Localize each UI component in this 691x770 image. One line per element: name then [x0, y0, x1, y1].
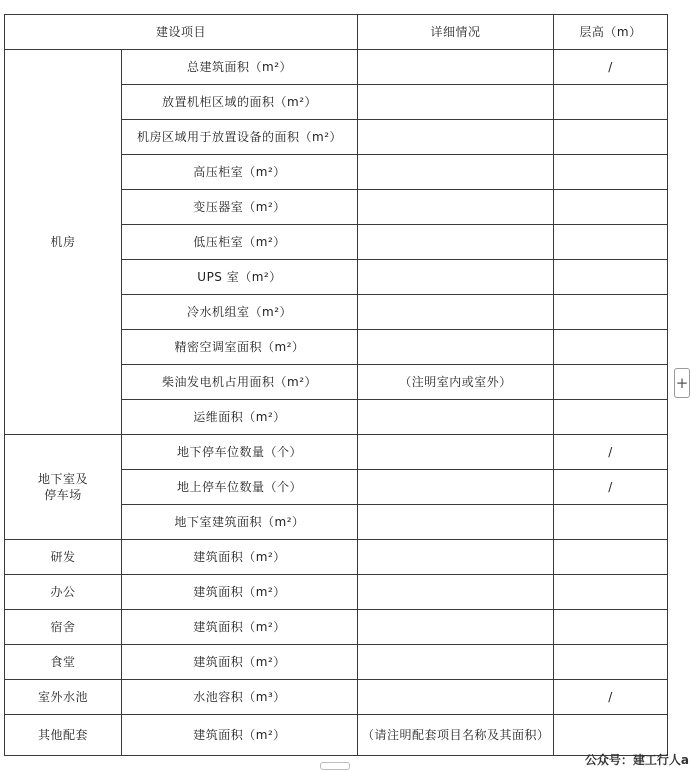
- item-ground-parking: 地上停车位数量（个）: [122, 470, 358, 505]
- details-cell[interactable]: [358, 120, 554, 155]
- floor-height-na: /: [554, 435, 668, 470]
- item-diesel-generator: 柴油发电机占用面积（m²）: [122, 365, 358, 400]
- floor-height-cell[interactable]: [554, 645, 668, 680]
- group-machine-room: 机房: [5, 50, 122, 435]
- floor-height-cell[interactable]: [554, 260, 668, 295]
- table-row: [5, 575, 668, 610]
- table-row: [5, 540, 668, 575]
- floor-height-cell[interactable]: [554, 120, 668, 155]
- group-dormitory: 宿舍: [5, 610, 122, 645]
- details-cell[interactable]: [358, 295, 554, 330]
- details-cell[interactable]: [358, 645, 554, 680]
- details-cell[interactable]: [358, 400, 554, 435]
- details-cell[interactable]: [358, 155, 554, 190]
- floor-height-cell[interactable]: [554, 400, 668, 435]
- floor-height-cell[interactable]: [554, 190, 668, 225]
- table-row: [5, 645, 668, 680]
- scroll-handle[interactable]: [320, 762, 350, 770]
- details-cell[interactable]: [358, 330, 554, 365]
- item-pool-volume: 水池容积（m³）: [122, 680, 358, 715]
- table-row: [5, 715, 668, 756]
- item-ups-room: UPS 室（m²）: [122, 260, 358, 295]
- floor-height-cell[interactable]: [554, 365, 668, 400]
- details-cell[interactable]: [358, 260, 554, 295]
- details-cell[interactable]: [358, 85, 554, 120]
- item-total-area: 总建筑面积（m²）: [122, 50, 358, 85]
- table-row: [5, 610, 668, 645]
- group-canteen: 食堂: [5, 645, 122, 680]
- header-row: [5, 15, 668, 50]
- floor-height-na: /: [554, 680, 668, 715]
- details-cell[interactable]: [358, 680, 554, 715]
- table-row: [5, 680, 668, 715]
- details-cell[interactable]: [358, 435, 554, 470]
- floor-height-cell[interactable]: [554, 85, 668, 120]
- item-transformer-room: 变压器室（m²）: [122, 190, 358, 225]
- construction-project-table: [4, 14, 668, 756]
- details-note-other[interactable]: （请注明配套项目名称及其面积）: [358, 715, 554, 756]
- table-row: [5, 435, 668, 470]
- floor-height-cell[interactable]: [554, 155, 668, 190]
- item-equipment-area: 机房区域用于放置设备的面积（m²）: [122, 120, 358, 155]
- floor-height-na: /: [554, 50, 668, 85]
- details-cell[interactable]: [358, 225, 554, 260]
- floor-height-cell[interactable]: [554, 610, 668, 645]
- item-underground-parking: 地下停车位数量（个）: [122, 435, 358, 470]
- floor-height-cell[interactable]: [554, 540, 668, 575]
- item-basement-area: 地下室建筑面积（m²）: [122, 505, 358, 540]
- add-button[interactable]: +: [674, 368, 690, 398]
- details-cell[interactable]: [358, 610, 554, 645]
- header-floor-height: 层高（m）: [554, 15, 668, 50]
- item-canteen-area: 建筑面积（m²）: [122, 645, 358, 680]
- floor-height-cell[interactable]: [554, 225, 668, 260]
- floor-height-cell[interactable]: [554, 295, 668, 330]
- floor-height-cell[interactable]: [554, 505, 668, 540]
- details-cell[interactable]: [358, 540, 554, 575]
- details-cell[interactable]: [358, 575, 554, 610]
- details-cell[interactable]: [358, 505, 554, 540]
- item-lv-room: 低压柜室（m²）: [122, 225, 358, 260]
- floor-height-cell[interactable]: [554, 715, 668, 756]
- header-project: 建设项目: [5, 15, 358, 50]
- item-precision-ac: 精密空调室面积（m²）: [122, 330, 358, 365]
- table-row: [5, 50, 668, 85]
- group-other: 其他配套: [5, 715, 122, 756]
- item-rnd-area: 建筑面积（m²）: [122, 540, 358, 575]
- details-cell[interactable]: [358, 470, 554, 505]
- item-other-area: 建筑面积（m²）: [122, 715, 358, 756]
- group-rnd: 研发: [5, 540, 122, 575]
- floor-height-na: /: [554, 470, 668, 505]
- group-outdoor-pool: 室外水池: [5, 680, 122, 715]
- details-cell[interactable]: [358, 50, 554, 85]
- item-ops-area: 运维面积（m²）: [122, 400, 358, 435]
- details-note-diesel[interactable]: （注明室内或室外）: [358, 365, 554, 400]
- floor-height-cell[interactable]: [554, 330, 668, 365]
- header-details: 详细情况: [358, 15, 554, 50]
- floor-height-cell[interactable]: [554, 575, 668, 610]
- item-hv-room: 高压柜室（m²）: [122, 155, 358, 190]
- item-dorm-area: 建筑面积（m²）: [122, 610, 358, 645]
- watermark: 公众号：建工行人a: [584, 753, 689, 767]
- group-office: 办公: [5, 575, 122, 610]
- item-chiller-room: 冷水机组室（m²）: [122, 295, 358, 330]
- item-office-area: 建筑面积（m²）: [122, 575, 358, 610]
- details-cell[interactable]: [358, 190, 554, 225]
- group-basement: 地下室及 停车场: [5, 435, 122, 540]
- item-cabinet-area: 放置机柜区域的面积（m²）: [122, 85, 358, 120]
